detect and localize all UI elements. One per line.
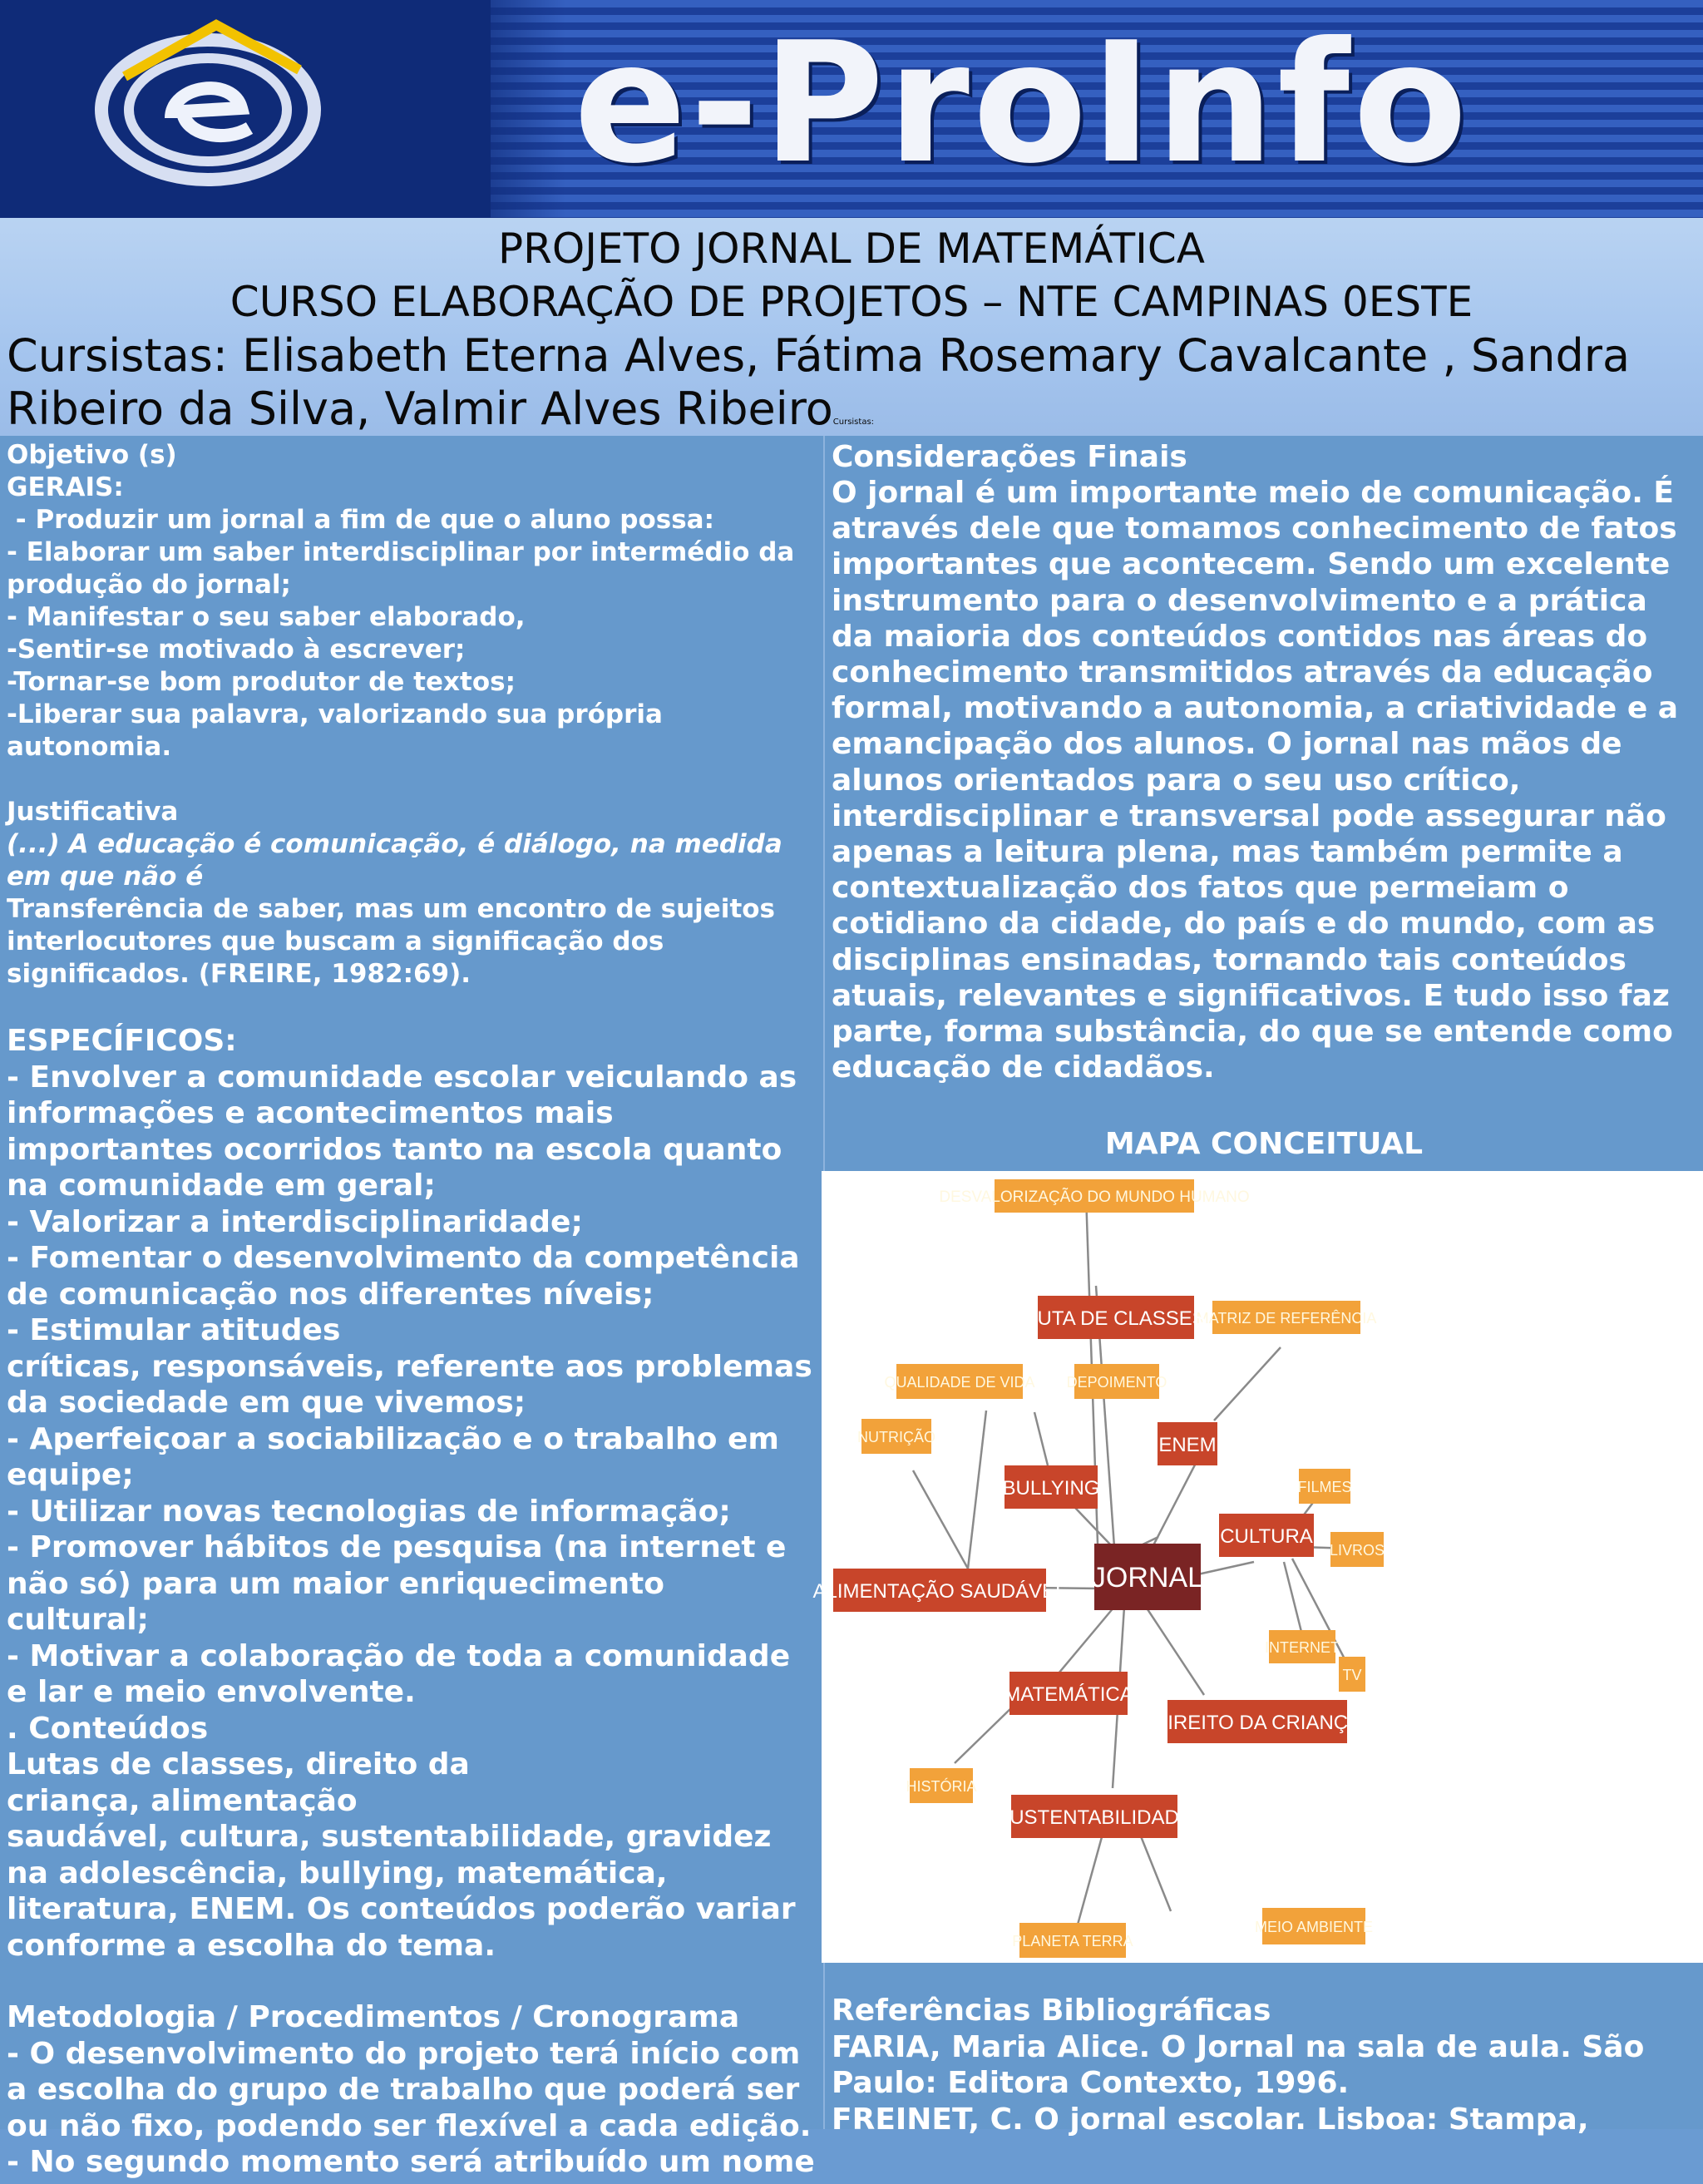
node-sustentabilidade-label: SUSTENTABILIDADE [996, 1806, 1192, 1829]
node-alimentacao [813, 1569, 1067, 1612]
concept-map [812, 1171, 1703, 1963]
node-cultura-label: CULTURA [1220, 1525, 1313, 1548]
node-filmes-label: FILMES [1297, 1479, 1352, 1495]
banner-fade [449, 0, 565, 218]
node-qualidade [884, 1364, 1034, 1399]
link-direito [1146, 1607, 1204, 1695]
link-qualidade [968, 1411, 986, 1569]
node-depoimento-label: DEPOIMENTO [1066, 1374, 1167, 1391]
brand-title: e-ProInfo [574, 7, 1471, 200]
node-enem [1158, 1422, 1217, 1465]
justificativa-quote: (...) A educação é comunicação, é diálogo, na medida em que não é [7, 829, 782, 892]
gerais-item: -Tornar-se bom produtor de textos; [7, 667, 516, 697]
node-qualidade-label: QUALIDADE DE VIDA [884, 1374, 1035, 1391]
node-direito-label: DIREITO DA CRIANÇA [1153, 1712, 1362, 1734]
node-sustentabilidade [996, 1795, 1192, 1838]
node-direito [1153, 1700, 1361, 1743]
especificos-item: - Estimular atitudes [7, 1313, 341, 1347]
gerais-item: - Manifestar o seu saber elaborado, [7, 602, 526, 632]
node-meio-label: MEIO AMBIENTE [1254, 1919, 1374, 1935]
authors-line [7, 329, 1695, 449]
gerais-item: -Sentir-se motivado à escrever; [7, 635, 466, 665]
node-tv [1339, 1657, 1365, 1692]
conteudos-line: criança, alimentação [7, 1783, 358, 1818]
node-planeta-label: PLANETA TERRA [1012, 1933, 1133, 1949]
node-cultura [1219, 1514, 1314, 1557]
left-column [0, 436, 825, 2179]
conteudos-line: Lutas de classes, direito da [7, 1747, 470, 1781]
node-tv-label: TV [1342, 1667, 1362, 1683]
node-historia-label: HISTÓRIA [906, 1778, 977, 1795]
node-livros [1330, 1532, 1385, 1567]
consideracoes-title: Considerações Finais [832, 440, 1187, 474]
conteudos-line: saudável, cultura, sustentabilidade, gravidez na adolescência, bullying, matemática, literatura, ENEM. Os conteúdos poderão variar conforme a escolha do tema. [7, 1820, 796, 1963]
authors-tiny-label: Cursistas: [832, 418, 875, 427]
link-matriz [1214, 1347, 1281, 1421]
especificos-item: - Envolver a comunidade escolar veiculando as informações e acontecimentos mais importantes ocorridos tanto na escola quanto na comunidade em geral; [7, 1060, 797, 1203]
node-historia [906, 1768, 976, 1803]
metodologia-title: Metodologia / Procedimentos / Cronograma [7, 2000, 740, 2034]
node-bullying-label: BULLYING [1002, 1477, 1100, 1500]
node-nutricao [857, 1419, 935, 1454]
node-jornal [1092, 1544, 1203, 1610]
especificos-title: ESPECÍFICOS: [7, 1024, 237, 1058]
gerais-item: -Liberar sua palavra, valorizando sua própria autonomia. [7, 699, 663, 762]
link-meio [1138, 1828, 1171, 1911]
link-planeta [1078, 1828, 1104, 1925]
especificos-item: - Motivar a colaboração de toda a comunidade e lar e meio envolvente. [7, 1638, 791, 1709]
node-internet [1265, 1630, 1340, 1663]
justificativa-title: Justificativa [7, 797, 179, 827]
link-depoimento [1034, 1412, 1048, 1465]
node-livros-label: LIVROS [1329, 1542, 1385, 1559]
node-alimentacao-label: ALIMENTAÇÃO SAUDÁVEL [812, 1580, 1067, 1603]
node-planeta [1012, 1923, 1133, 1958]
metodologia-item: - O desenvolvimento do projeto terá início com a escolha do grupo de trabalho que poderá ser ou não fixo, podendo ser flexível a cada edição. [7, 2036, 812, 2143]
authors-text: Cursistas: Elisabeth Eterna Alves, Fátima Rosemary Cavalcante , Sandra Ribeiro da Silva, Valmir Alves Ribeiro [7, 329, 1631, 435]
node-nutricao-label: NUTRIÇÃO [857, 1429, 935, 1445]
link-nutricao [913, 1470, 968, 1569]
node-matematica [1004, 1672, 1133, 1715]
node-matematica-label: MATEMÁTICA [1004, 1683, 1133, 1706]
link-historia [955, 1703, 1016, 1763]
banner [0, 0, 1703, 218]
node-enem-label: ENEM [1158, 1434, 1217, 1456]
node-desvalorizacao [939, 1179, 1249, 1213]
conteudos-title: . Conteúdos [7, 1711, 209, 1746]
especificos-item: críticas, responsáveis, referente aos problemas da sociedade em que vivemos; [7, 1349, 812, 1420]
metodologia-item: - No segundo momento será atribuído um nome [7, 2145, 815, 2179]
especificos-item: - Utilizar novas tecnologias de informação; [7, 1494, 731, 1529]
reference-item: FARIA, Maria Alice. O Jornal na sala de aula. São Paulo: Editora Contexto, 1996. [832, 2029, 1645, 2100]
node-luta-label: LUTA DE CLASSES [1026, 1307, 1206, 1330]
node-bullying [1003, 1465, 1100, 1509]
node-filmes [1297, 1469, 1351, 1504]
gerais-item: - Elaborar um saber interdisciplinar por intermédio da produção do jornal; [7, 537, 795, 600]
node-internet-label: INTERNET [1265, 1639, 1340, 1656]
node-desvalorizacao-label: DESVALORIZAÇÃO DO MUNDO HUMANO [939, 1188, 1250, 1206]
objetivo-title: Objetivo (s) [7, 440, 177, 470]
references-panel [825, 1963, 1703, 2137]
consideracoes-text: O jornal é um importante meio de comunicação. É através dele que tomamos conhecimento de fatos importantes que acontecem. Sendo um excelente instrumento para o desenvolvimento e a prática da maioria dos conteúdos contidos nas áreas do conhecimento transmitidos através da educação formal, motivando a autonomia, a criatividade e a emancipação dos alunos. O jornal nas mãos de alunos orientados para o seu uso crítico, interdisciplinar e transversal pode assegurar não apenas a leitura plena, mas também permite a contextualização dos fatos que permeiam o cotidiano da cidade, do país e do mundo, com as disciplinas ensinadas, tornando tais conteúdos atuais, relevantes e significativos. E tudo isso faz parte, forma substância, do que se entende como educação de cidadãos. [832, 476, 1679, 1085]
node-luta [1026, 1296, 1206, 1339]
node-matriz [1197, 1301, 1377, 1334]
especificos-item: - Promover hábitos de pesquisa (na internet e não só) para um maior enriquecimento cultural; [7, 1530, 787, 1637]
node-meio [1255, 1908, 1373, 1944]
project-title: PROJETO JORNAL DE MATEMÁTICA [497, 225, 1206, 273]
link-matematica [1054, 1607, 1114, 1678]
node-matriz-label: MATRIZ DE REFERÊNCIA [1196, 1310, 1377, 1327]
eproinfo-logo-icon [91, 18, 333, 185]
references-title: Referências Bibliográficas [832, 1994, 1271, 2028]
node-jornal-label: JORNAL [1091, 1562, 1204, 1594]
gerais-item: - Produzir um jornal a fim de que o aluno possa: [7, 505, 714, 535]
justificativa-text: Transferência de saber, mas um encontro de sujeitos interlocutores que buscam a significação dos significados. (FREIRE, 1982:69). [7, 894, 776, 989]
especificos-item: - Fomentar o desenvolvimento da competência de comunicação nos diferentes níveis; [7, 1241, 800, 1312]
mapa-title: MAPA CONCEITUAL [1104, 1127, 1424, 1161]
course-title: CURSO ELABORAÇÃO DE PROJETOS – NTE CAMPINAS 0ESTE [230, 278, 1473, 326]
reference-item: FREINET, C. O jornal escolar. Lisboa: Stampa, [832, 2102, 1589, 2137]
gerais-title: GERAIS: [7, 472, 124, 502]
especificos-item: - Valorizar a interdisciplinaridade; [7, 1204, 583, 1239]
poster-header [0, 218, 1703, 436]
especificos-item: - Aperfeiçoar a sociabilização e o trabalho em equipe; [7, 1421, 779, 1492]
node-depoimento [1067, 1364, 1167, 1399]
